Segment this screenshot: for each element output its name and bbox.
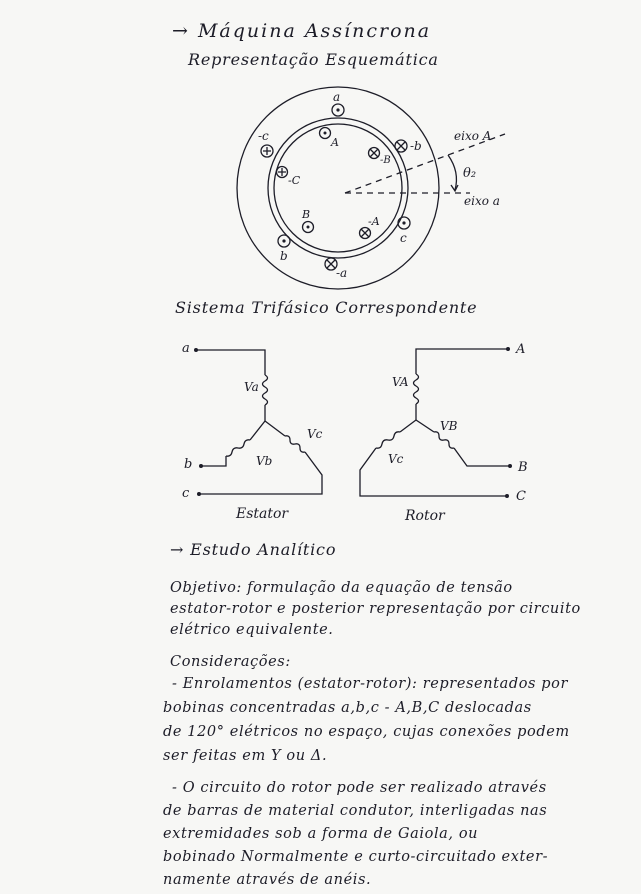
label-c: c (400, 231, 407, 245)
objective-line-1: Objetivo: formulação da equação de tensão (170, 580, 513, 596)
page-subtitle: Representação Esquemática (188, 50, 439, 69)
objective-line-2: estator-rotor e posterior representação por circuito (170, 601, 581, 617)
angle-label: θ₂ (463, 166, 477, 181)
three-phase-title: Sistema Trifásico Correspondente (175, 298, 478, 317)
stator-voltage-c: Vc (307, 427, 323, 441)
rotor-voltage-A: VA (392, 375, 409, 389)
axis-a-label: eixo a (464, 194, 500, 208)
axis-A-label: eixo A (454, 129, 492, 143)
item2-line-3: extremidades sob a forma de Gaiola, ou (163, 826, 479, 842)
objective-line-3: elétrico equivalente. (170, 622, 334, 638)
item1-line-1: - Enrolamentos (estator-rotor): representados por (172, 676, 569, 692)
stator-y-circuit (182, 341, 323, 501)
stator-coil-a (263, 375, 268, 405)
label-minus-c: -c (258, 129, 269, 143)
analysis-heading: → Estudo Analítico (170, 540, 337, 559)
item2-line-2: de barras de material condutor, interligadas nas (163, 803, 548, 819)
label-a: a (333, 90, 341, 104)
stator-coil-b (226, 440, 250, 456)
label-minus-B: -B (380, 155, 391, 166)
stator-coil-c (285, 436, 305, 452)
rotor-y-circuit (360, 342, 528, 504)
considerations-heading: Considerações: (170, 654, 291, 670)
label-minus-b: -b (410, 139, 422, 153)
item1-line-3: de 120° elétricos no espaço, cujas conexões podem (163, 724, 570, 740)
rotor-voltage-B: VB (440, 419, 458, 433)
item2-line-5: namente através de anéis. (163, 872, 372, 888)
label-b: b (280, 249, 288, 263)
stator-terminal-c: c (182, 486, 190, 501)
label-A: A (331, 136, 339, 149)
label-B: B (302, 208, 311, 221)
stator-voltage-b: Vb (256, 454, 273, 468)
rotor-terminal-B: B (518, 460, 528, 475)
stator-terminal-b: b (184, 457, 193, 472)
item2-line-1: - O circuito do rotor pode ser realizado através (172, 780, 547, 796)
label-minus-a: -a (336, 266, 348, 280)
stator-voltage-a: Va (244, 380, 259, 394)
rotor-voltage-C: Vc (388, 452, 404, 466)
rotor-coil-C (376, 432, 400, 448)
item1-line-2: bobinas concentradas a,b,c - A,B,C deslocadas (163, 700, 532, 716)
label-minus-C: -C (288, 174, 301, 187)
rotor-coil-A (414, 374, 419, 404)
stator-terminal-a: a (182, 341, 190, 356)
page-title: → Máquina Assíncrona (172, 20, 432, 42)
stator-caption: Estator (236, 506, 289, 522)
item1-line-4: ser feitas em Y ou Δ. (163, 748, 328, 764)
rotor-terminal-A: A (516, 342, 526, 357)
item2-line-4: bobinado Normalmente e curto-circuitado exter- (163, 849, 549, 865)
label-minus-A: -A (368, 215, 380, 228)
rotor-terminal-C: C (516, 489, 526, 504)
rotor-coil-B (434, 432, 454, 448)
rotor-caption: Rotor (405, 508, 445, 524)
